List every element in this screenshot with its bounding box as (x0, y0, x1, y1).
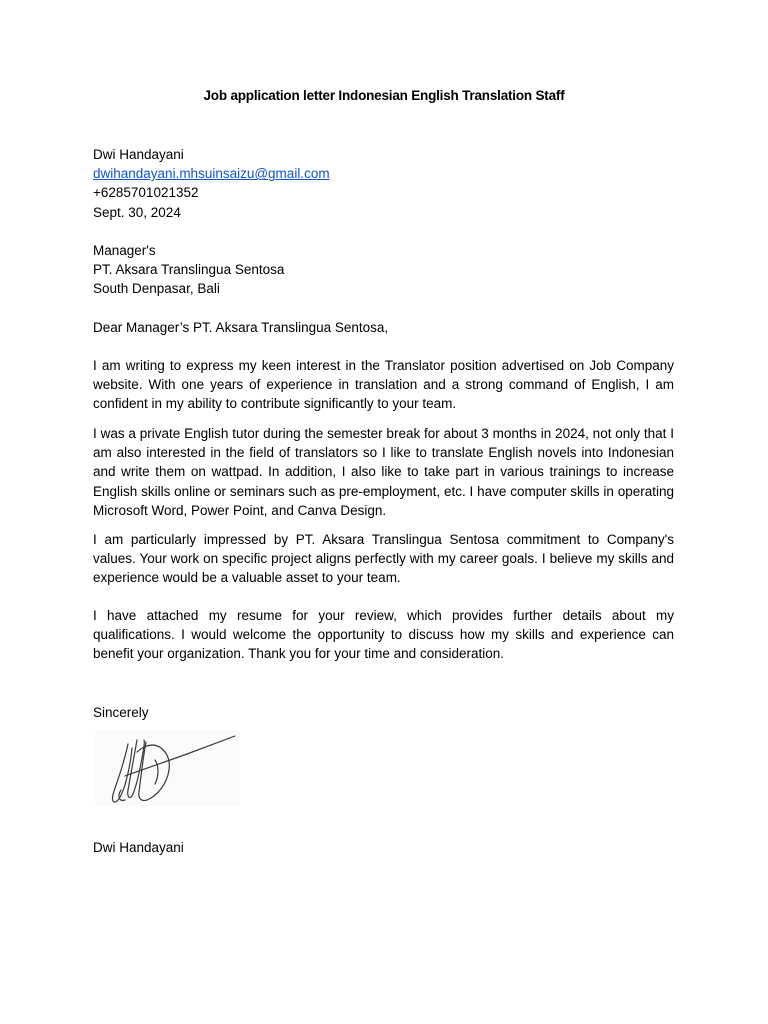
sender-block (93, 145, 674, 222)
closing: Sincerely (93, 705, 149, 720)
body-paragraph-3: I am particularly impressed by PT. Aksara Translingua Sentosa commitment to Company's values. Your work on specific project aligns perfectly with my career goals. I believe my skills and experience would be a valuable asset to your team. (93, 532, 674, 586)
letter-date: Sept. 30, 2024 (93, 204, 181, 220)
sender-email-link[interactable]: dwihandayani.mhsuinsaizu@gmail.com (93, 166, 330, 182)
document-title: Job application letter Indonesian English Translation Staff (203, 88, 565, 103)
recipient-company: PT. Aksara Translingua Sentosa (93, 262, 285, 278)
sender-phone: +6285701021352 (93, 185, 199, 201)
body-paragraph-1: I am writing to express my keen interest in the Translator position advertised on Job Company website. With one years of experience in translation and a strong command of English, I am confident in my ability to contribute significantly to your team. (93, 358, 674, 412)
recipient-location: South Denpasar, Bali (93, 281, 220, 297)
handwritten-signature (95, 730, 240, 806)
salutation: Dear Manager’s PT. Aksara Translingua Sentosa, (93, 320, 389, 335)
signer-name: Dwi Handayani (93, 840, 184, 855)
recipient-title: Manager's (93, 243, 156, 258)
body-paragraph-4: I have attached my resume for your review, which provides further details about my qualifications. I would welcome the opportunity to discuss how my skills and experience can benefit your organization. Thank you for your time and consideration. (93, 608, 674, 662)
recipient-block (93, 241, 674, 299)
sender-name: Dwi Handayani (93, 147, 184, 162)
body-paragraph-2: I was a private English tutor during the semester break for about 3 months in 2024, not only that I am also interested in the field of translators so I like to translate English novels into Indonesian and write them on wattpad. In addition, I also like to take part in various trainings to increase English skills online or seminars such as pre-employment, etc. I have computer skills in operating Microsoft Word, Power Point, and Canva Design. (93, 426, 674, 518)
